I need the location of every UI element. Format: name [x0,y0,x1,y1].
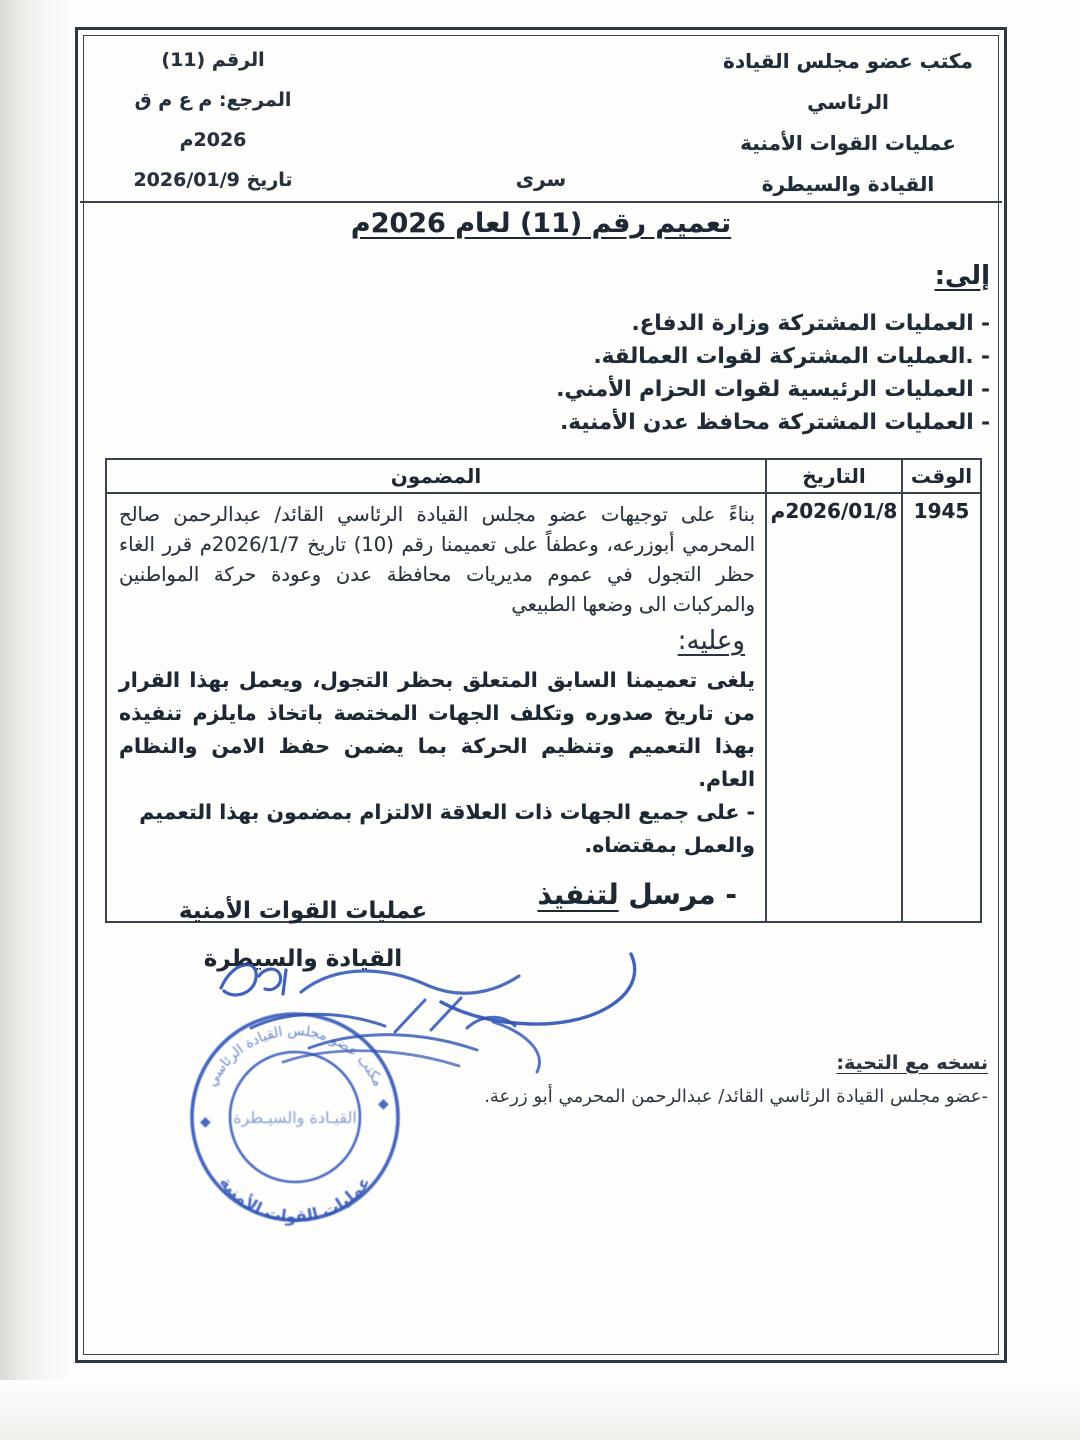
official-stamp [170,992,420,1242]
copy-note-line: -عضو مجلس القيادة الرئاسي القائد/ عبدالرحمن المحرمي أبو زرعة. [484,1086,988,1107]
addressee-item: - .العمليات المشتركة لقوات العمالقة. [593,344,990,369]
signature-title-2: القيادة والسيطرة [203,946,403,972]
office-line-1: مكتب عضو مجلس القيادة الرئاسي [723,49,973,114]
stamp-diamond-left: ◆ [200,1114,211,1130]
copy-note-label: نسخه مع التحية: [836,1052,988,1074]
to-label: إلى: [934,261,990,291]
office-line-2: عمليات القوات الأمنية [740,131,956,155]
document-border-frame [75,27,1007,1363]
directive-table [105,458,982,923]
signature-title-1: عمليات القوات الأمنية [178,898,428,924]
date-column-header: التاريخ [766,459,902,493]
classification-label: سرى [515,167,567,191]
addressee-item: - العمليات المشتركة وزارة الدفاع. [631,311,990,336]
table-header-row [106,459,981,493]
content-paragraph-3: - على جميع الجهات ذات العلاقة الالتزام بمضمون بهذا التعميم والعمل بمقتضاه. [139,800,755,857]
content-cell [106,493,766,922]
document-date: تاريخ 2026/01/9 [133,169,293,191]
table-row [106,493,981,922]
time-column-header: الوقت [902,459,981,493]
document-reference: المرجع: م ع م ق 2026م [134,89,292,151]
stamp-center-text: القيـادة والسيـطرة [233,1108,357,1127]
addressee-item: - العمليات المشتركة محافظ عدن الأمنية. [560,410,990,435]
stamp-ring-top-text: مكتب عضو مجلس القيادة الرئاسي [203,1023,387,1090]
horizontal-rule [80,201,1002,203]
document-number: الرقم (11) [161,49,265,71]
date-cell: 2026/01/8م [766,493,902,922]
stamp-diamond-right: ◆ [378,1096,389,1112]
content-column-header: المضمون [106,459,766,493]
office-line-3: القيادة والسيطرة [761,172,935,196]
dispatch-line: - مرسل لتنفيذ [537,878,737,911]
scan-shadow-left [0,0,72,1440]
document-title: تعميم رقم (11) لعام 2026م [350,208,732,239]
scan-shadow-bottom [0,1380,1080,1440]
stamp-ring-bottom-text: عمليات القوات الأمنية [215,1172,375,1227]
content-paragraph-1: بناءً على توجيهات عضو مجلس القيادة الرئاسي القائد/ عبدالرحمن صالح المحرمي أبوزرعه، وعطفاً على تعميمنا رقم (10) تاريخ 2026/1/7م قرر الغاء حظر التجول في عموم مديريات محافظة عدن وعودة حركة المواطنين والمركبات الى وضعها الطبيعي [119,503,755,616]
time-cell: 1945 [902,493,981,922]
content-subheading: وعليه: [677,626,745,656]
content-paragraph-2: يلغى تعميمنا السابق المتعلق بحظر التجول، ويعمل بهذا القرار من تاريخ صدوره وتكلف الجهات المختصة باتخاذ مايلزم تنفيذه بهذا التعميم وتنظيم الحركة بما يضمن حفظ الامن والنظام العام. [119,668,755,791]
addressee-item: - العمليات الرئيسية لقوات الحزام الأمني. [556,377,990,402]
addressee-list [390,307,990,439]
svg-text:مكتب عضو مجلس القيادة الرئاسي [204,1023,386,1089]
